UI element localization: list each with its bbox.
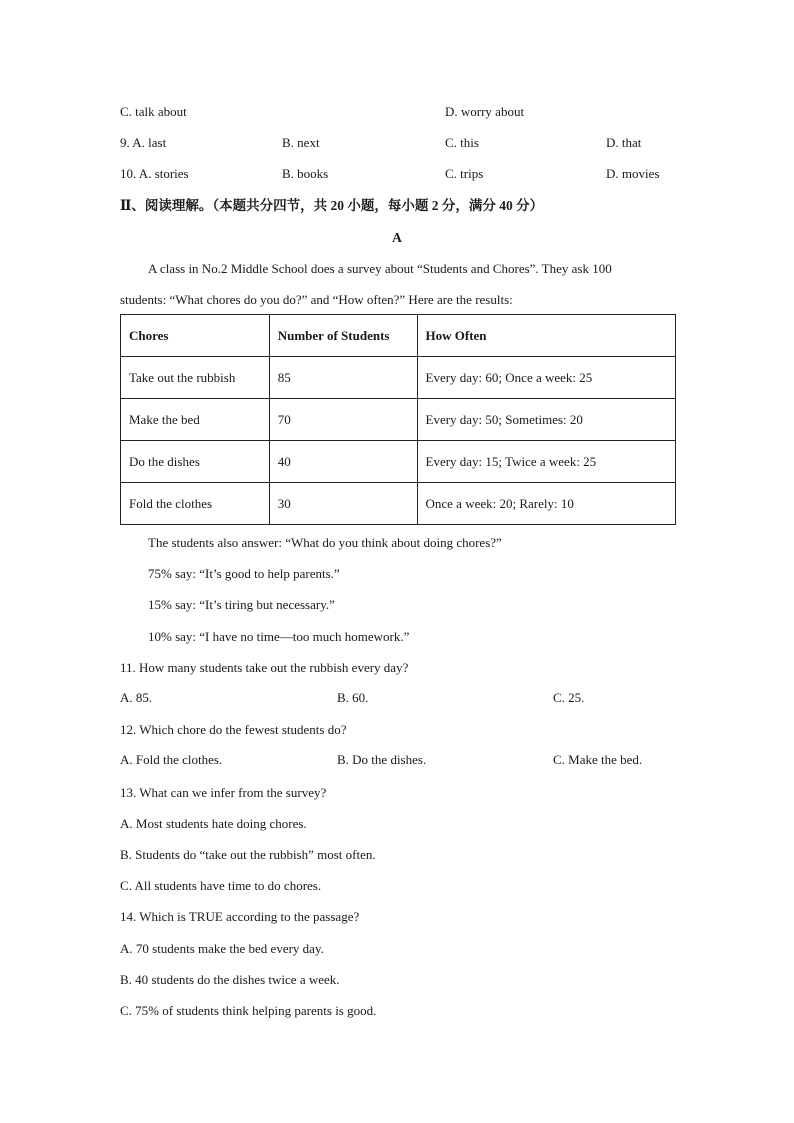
- q9-option-b: B. next: [282, 135, 320, 150]
- q9-option-a: 9. A. last: [120, 135, 167, 150]
- intro-line-1: A class in No.2 Middle School does a survey about “Students and Chores”. They ask 100: [148, 261, 612, 276]
- intro-line-2: students: “What chores do you do?” and “How often?” Here are the results:: [120, 292, 513, 307]
- q10-option-d: D. movies: [606, 166, 660, 181]
- cell-how-often: Every day: 60; Once a week: 25: [417, 357, 676, 399]
- cell-chore: Take out the rubbish: [121, 357, 270, 399]
- q12-option-b: B. Do the dishes.: [337, 752, 427, 767]
- q12-option-c: C. Make the bed.: [553, 752, 643, 767]
- cell-how-often: Once a week: 20; Rarely: 10: [417, 483, 676, 525]
- cell-number: 40: [269, 441, 417, 483]
- q13-option-b: B. Students do “take out the rubbish” most often.: [120, 847, 376, 862]
- cell-number: 70: [269, 399, 417, 441]
- q10-option-a: 10. A. stories: [120, 166, 189, 181]
- q14-option-b: B. 40 students do the dishes twice a week.: [120, 972, 340, 987]
- cell-number: 85: [269, 357, 417, 399]
- q13-stem: 13. What can we infer from the survey?: [120, 785, 327, 800]
- cell-chore: Do the dishes: [121, 441, 270, 483]
- q12-stem: 12. Which chore do the fewest students do?: [120, 722, 347, 737]
- header-how-often: How Often: [417, 315, 676, 357]
- cell-how-often: Every day: 50; Sometimes: 20: [417, 399, 676, 441]
- table-row: [121, 441, 676, 483]
- q11-option-b: B. 60.: [337, 690, 369, 705]
- q11-stem: 11. How many students take out the rubbish every day?: [120, 660, 409, 675]
- q14-stem: 14. Which is TRUE according to the passage?: [120, 909, 360, 924]
- survey-table: [120, 314, 676, 525]
- passage-label: A: [392, 230, 402, 245]
- q12-option-a: A. Fold the clothes.: [120, 752, 223, 767]
- answer-10-percent: 10% say: “I have no time—too much homework.”: [148, 629, 410, 644]
- header-number-of-students: Number of Students: [269, 315, 417, 357]
- table-row: [121, 357, 676, 399]
- q14-option-c: C. 75% of students think helping parents is good.: [120, 1003, 377, 1018]
- q10-option-c: C. trips: [445, 166, 484, 181]
- q8-option-c: C. talk about: [120, 104, 187, 119]
- q13-option-a: A. Most students hate doing chores.: [120, 816, 307, 831]
- cell-chore: Fold the clothes: [121, 483, 270, 525]
- table-row: [121, 483, 676, 525]
- q11-option-a: A. 85.: [120, 690, 153, 705]
- q9-option-c: C. this: [445, 135, 479, 150]
- table-row: [121, 399, 676, 441]
- answers-intro: The students also answer: “What do you think about doing chores?”: [148, 535, 502, 550]
- q10-option-b: B. books: [282, 166, 329, 181]
- q14-option-a: A. 70 students make the bed every day.: [120, 941, 324, 956]
- table-header-row: [121, 315, 676, 357]
- header-chores: Chores: [121, 315, 270, 357]
- q9-option-d: D. that: [606, 135, 642, 150]
- answer-15-percent: 15% say: “It’s tiring but necessary.”: [148, 597, 335, 612]
- section-heading: Ⅱ、阅读理解。（本题共分四节，共 20 小题，每小题 2 分，满分 40 分）: [120, 198, 544, 213]
- cell-chore: Make the bed: [121, 399, 270, 441]
- q8-option-d: D. worry about: [445, 104, 525, 119]
- q11-option-c: C. 25.: [553, 690, 585, 705]
- answer-75-percent: 75% say: “It’s good to help parents.”: [148, 566, 340, 581]
- cell-how-often: Every day: 15; Twice a week: 25: [417, 441, 676, 483]
- cell-number: 30: [269, 483, 417, 525]
- q13-option-c: C. All students have time to do chores.: [120, 878, 322, 893]
